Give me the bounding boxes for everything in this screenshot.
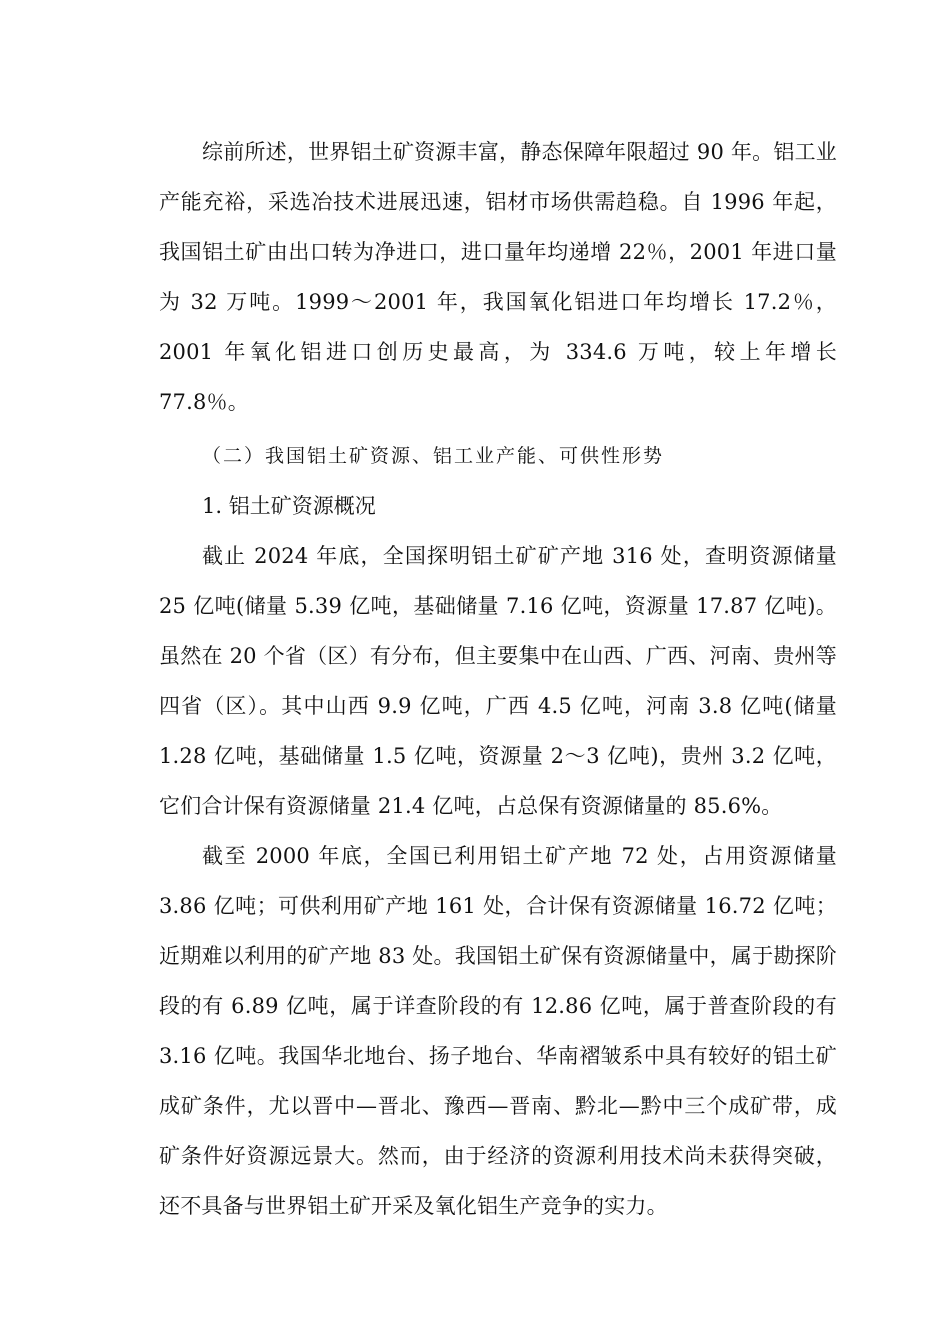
summary-paragraph: 综前所述，世界铝土矿资源丰富，静态保障年限超过 90 年。铝工业产能充裕，采选冶技术进展迅速，铝材市场供需趋稳。自 1996 年起，我国铝土矿由出口转为净进口，进口量年均递增 22％，2001 年进口量为 32 万吨。1999～2001 年，我国氧化铝进口年均增长 17.2％，2001 年氧化铝进口创历史最高，为 334.6 万吨，较上年增长 77.8％。 — [159, 140, 837, 414]
resource-utilization-paragraph: 截至 2000 年底，全国已利用铝土矿产地 72 处，占用资源储量 3.86 亿吨；可供利用矿产地 161 处，合计保有资源储量 16.72 亿吨；近期难以利用的矿产地 83 处。我国铝土矿保有资源储量中，属于勘探阶段的有 6.89 亿吨，属于详查阶段的有 12.86 亿吨，属于普查阶段的有 3.16 亿吨。我国华北地台、扬子地台、华南褶皱系中具有较好的铝土矿成矿条件，尤以晋中—晋北、豫西—晋南、黔北—黔中三个成矿带，成矿条件好资源远景大。然而，由于经济的资源利用技术尚未获得突破，还不具备与世界铝土矿开采及氧化铝生产竞争的实力。 — [159, 844, 837, 1218]
resource-overview-paragraph: 截止 2024 年底，全国探明铝土矿矿产地 316 处，查明资源储量 25 亿吨(储量 5.39 亿吨，基础储量 7.16 亿吨，资源量 17.87 亿吨)。虽然在 20 个省（区）有分布，但主要集中在山西、广西、河南、贵州等四省（区）。其中山西 9.9 亿吨，广西 4.5 亿吨，河南 3.8 亿吨(储量 1.28 亿吨，基础储量 1.5 亿吨，资源量 2～3 亿吨)，贵州 3.2 亿吨，它们合计保有资源储量 21.4 亿吨，占总保有资源储量的 85.6%。 — [159, 544, 837, 818]
section-heading: （二）我国铝土矿资源、铝工业产能、可供性形势 — [202, 445, 665, 467]
subsection-heading: 1. 铝土矿资源概况 — [202, 494, 376, 518]
document-page — [159, 127, 837, 1231]
